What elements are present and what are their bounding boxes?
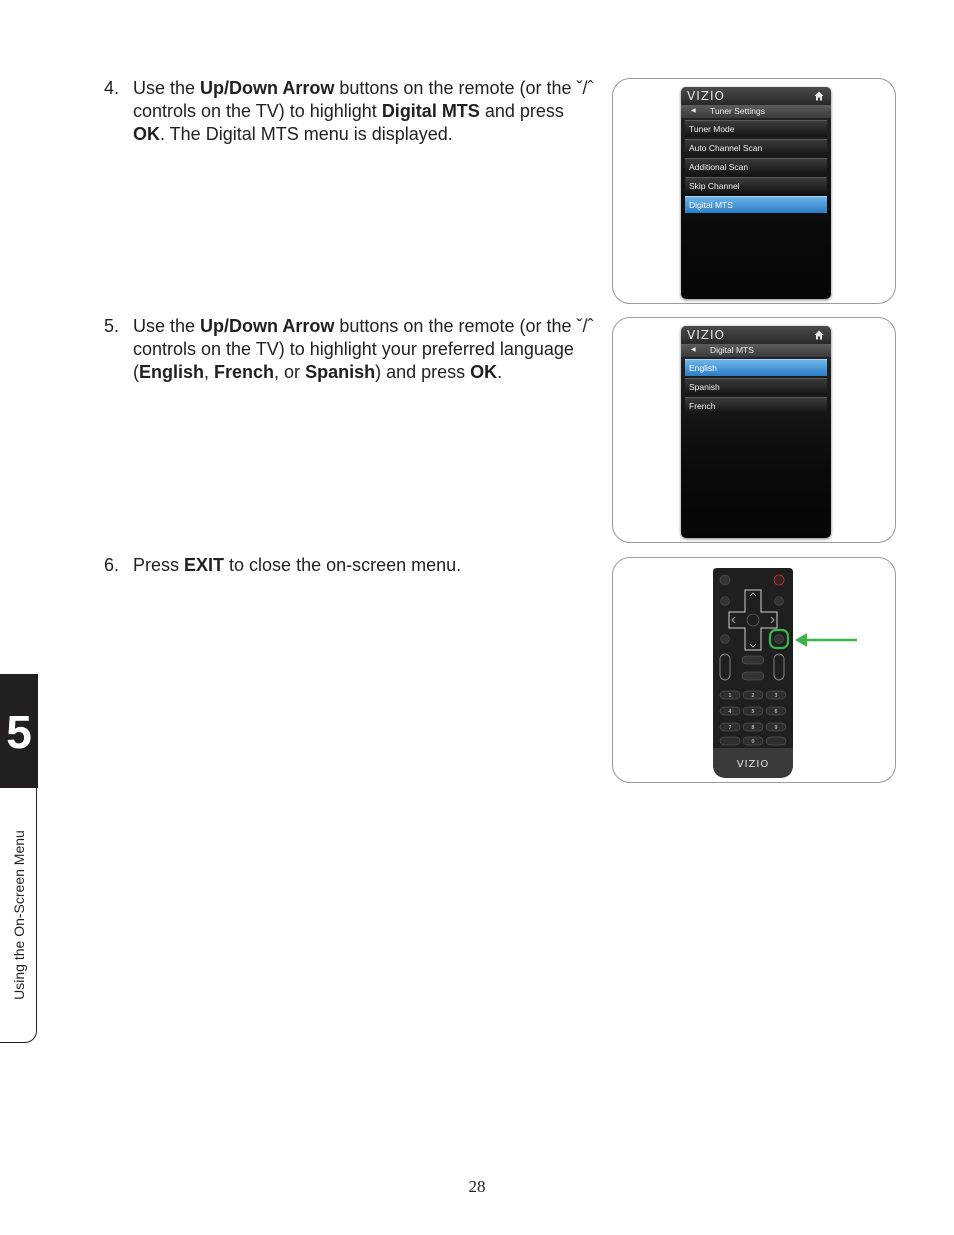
text-run: Press: [133, 555, 185, 575]
step-text: [133, 77, 594, 145]
bold-term: OK: [470, 361, 498, 382]
menu-item-additional-scan[interactable]: Additional Scan: [685, 158, 827, 175]
key-label: 6: [774, 709, 778, 715]
bold-term: Up/Down Arrow: [200, 78, 335, 98]
key-label: 4: [728, 709, 732, 715]
text-run: ,: [204, 361, 215, 382]
input-button[interactable]: [720, 575, 730, 585]
key-label: 0: [751, 739, 755, 745]
tv-menu-title: Digital MTS: [710, 345, 754, 355]
text-run: , or: [274, 361, 306, 382]
menu-item-spanish[interactable]: Spanish: [685, 378, 827, 395]
tv-menu-title-bar: [681, 344, 831, 357]
step-number: 6.: [104, 555, 120, 575]
key-label: 3: [774, 693, 778, 699]
remote-brand-logo: VIZIO: [736, 759, 770, 770]
text-run: buttons on the remote (or the ˇ/ˆ controls on the TV) to highlight: [133, 78, 594, 121]
green-arrow-icon: [793, 628, 861, 652]
key-label: 7: [728, 725, 732, 731]
menu-item-digital-mts[interactable]: Digital MTS: [685, 196, 827, 213]
info-button[interactable]: [775, 597, 784, 606]
step-6: [104, 554, 594, 577]
text-run: buttons on the remote (or the ˇ/ˆ controls on the TV) to highlight your preferred language (: [133, 316, 594, 382]
home-icon: [814, 330, 824, 340]
bold-term: English: [139, 361, 205, 382]
text-run: to close the on-screen menu.: [224, 555, 462, 575]
power-button[interactable]: [774, 575, 784, 585]
bold-term: OK: [133, 123, 160, 144]
step-text: [133, 554, 594, 577]
tv-menu-screen: [681, 326, 831, 538]
back-arrow-icon: ◀: [691, 347, 696, 353]
back-arrow-icon: ◀: [691, 108, 696, 114]
remote-control: [713, 568, 793, 778]
last-button[interactable]: [742, 672, 764, 680]
step-text: [133, 315, 594, 383]
step-4: [104, 77, 594, 145]
key-input[interactable]: [720, 737, 740, 745]
text-run: Use the: [133, 316, 201, 336]
text-run: ) and press: [375, 361, 471, 382]
menu-button[interactable]: [721, 597, 730, 606]
chapter-label: Using the On-Screen Menu: [11, 830, 27, 1000]
figure-remote-exit: [612, 557, 896, 783]
mute-button[interactable]: [742, 656, 764, 664]
text-run: Use the: [133, 78, 201, 98]
menu-item-tuner-mode[interactable]: Tuner Mode: [685, 120, 827, 137]
menu-item-auto-channel-scan[interactable]: Auto Channel Scan: [685, 139, 827, 156]
tv-menu-header: [681, 87, 831, 105]
tv-menu-title: Tuner Settings: [710, 106, 765, 116]
menu-item-french[interactable]: French: [685, 397, 827, 414]
step-5: [104, 315, 594, 383]
figure-digital-mts: [612, 317, 896, 543]
step-number: 4.: [104, 78, 120, 98]
bold-term: Spanish: [305, 361, 376, 382]
key-label: 9: [774, 725, 778, 731]
tv-menu-screen: [681, 87, 831, 299]
key-label: 2: [751, 693, 755, 699]
bold-term: EXIT: [184, 555, 225, 575]
key-label: 8: [751, 725, 755, 731]
text-run: and press: [479, 100, 564, 121]
key-label: 1: [728, 693, 732, 699]
chapter-number: 5: [6, 706, 32, 758]
text-run: .: [497, 361, 503, 382]
vizio-logo: VIZIO: [687, 328, 725, 342]
key-dash[interactable]: [766, 737, 786, 745]
vizio-logo: VIZIO: [687, 89, 725, 103]
step-number: 5.: [104, 316, 120, 336]
page-number: 28: [468, 1177, 486, 1196]
bold-term: Up/Down Arrow: [200, 316, 335, 336]
bold-term: Digital MTS: [381, 100, 480, 121]
key-label: 5: [751, 709, 755, 715]
bold-term: French: [214, 361, 275, 382]
home-icon: [814, 91, 824, 101]
tv-menu-title-bar: [681, 105, 831, 118]
tv-menu-header: [681, 326, 831, 344]
menu-item-skip-channel[interactable]: Skip Channel: [685, 177, 827, 194]
back-button[interactable]: [721, 635, 730, 644]
figure-tuner-settings: [612, 78, 896, 304]
text-run: . The Digital MTS menu is displayed.: [160, 123, 453, 144]
menu-item-english[interactable]: English: [685, 359, 827, 376]
